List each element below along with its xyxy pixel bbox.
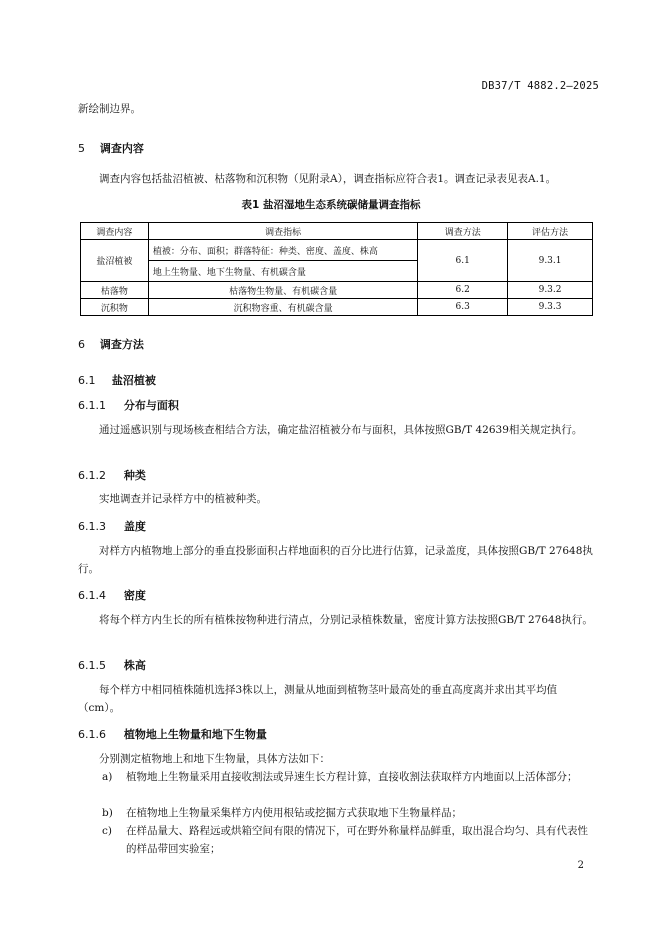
- section-title: 植物地上生物量和地下生物量: [123, 728, 267, 741]
- section-6-1-4-heading: [78, 587, 146, 603]
- section-number: 6.1.3: [78, 520, 106, 533]
- section-number: 6.1.2: [78, 469, 106, 482]
- list-item-label: a): [102, 771, 113, 783]
- table-row: [81, 299, 593, 316]
- table-header-cell: 调查方法: [418, 223, 508, 240]
- section-title: 株高: [123, 659, 146, 672]
- table-cell-method: 6.1: [418, 240, 508, 282]
- list-item-text: 在植物地上生物量采集样方内使用根钻或挖掘方式获取地下生物量样品；: [126, 807, 462, 819]
- section-6-1-6-paragraph: 分别测定植物地上和地下生物量，具体方法如下：: [99, 753, 330, 765]
- section-title: 分布与面积: [123, 399, 179, 412]
- section-6-1-6-heading: [78, 726, 267, 742]
- table-header-cell: 调查指标: [148, 223, 417, 240]
- list-item: [78, 768, 598, 786]
- section-6-1-heading: [78, 372, 156, 388]
- list-item-label: b): [102, 807, 113, 819]
- table-cell-content: 盐沼植被: [81, 240, 149, 282]
- section-6-1-1-paragraph: 通过遥感识别与现场核查相结合方法，确定盐沼植被分布与面积，具体按照GB/T 42639相关规定执行。: [99, 424, 583, 436]
- section-title: 盐沼植被: [111, 374, 156, 387]
- table-cell-indicator: 地上生物量、地下生物量、有机碳含量: [148, 261, 417, 282]
- section-number: 6.1.1: [78, 399, 106, 412]
- section-number: 6: [78, 338, 85, 351]
- section-number: 6.1: [78, 374, 96, 387]
- section-number: 6.1.6: [78, 728, 106, 741]
- section-number: 6.1.5: [78, 659, 106, 672]
- table-1-caption: 表1 盐沼湿地生态系统碳储量调查指标: [241, 199, 421, 211]
- table-cell-assessment: 9.3.2: [508, 282, 593, 299]
- list-item-text: 植物地上生物量采用直接收割法或异速生长方程计算，直接收割法获取样方内地面以上活体部分；: [126, 771, 578, 783]
- section-6-1-3-heading: [78, 518, 146, 534]
- section-6-1-5-heading: [78, 657, 146, 673]
- table-cell-indicator: 枯落物生物量、有机碳含量: [148, 282, 417, 299]
- table-header-cell: 评估方法: [508, 223, 593, 240]
- section-6-1-2-paragraph: 实地调查并记录样方中的植被种类。: [99, 493, 267, 505]
- section-6-1-2-heading: [78, 467, 146, 483]
- section-title: 盖度: [123, 520, 146, 533]
- page-number: 2: [577, 860, 584, 871]
- table-cell-content: 枯落物: [81, 282, 149, 299]
- section-title: 调查方法: [99, 338, 144, 351]
- section-title: 种类: [123, 469, 146, 482]
- intro-tail-text: 新绘制边界。: [78, 103, 141, 115]
- section-6-heading: [78, 336, 144, 352]
- section-title: 密度: [123, 589, 146, 602]
- list-item-label: c): [102, 825, 112, 837]
- table-cell-assessment: 9.3.3: [508, 299, 593, 316]
- table-header-row: [81, 223, 593, 240]
- section-title: 调查内容: [99, 142, 144, 155]
- table-cell-method: 6.3: [418, 299, 508, 316]
- section-6-1-5-paragraph: 每个样方中相同植株随机选择3株以上，测量从地面到植物茎叶最高处的垂直高度离并求出其平均值（cm）。: [78, 684, 558, 714]
- survey-indicator-table: [80, 222, 593, 316]
- section-6-1-3-paragraph: 对样方内植物地上部分的垂直投影面积占样地面积的百分比进行估算，记录盖度，具体按照GB/T 27648执行。: [78, 545, 593, 575]
- section-number: 5: [78, 142, 85, 155]
- section-5-paragraph: 调查内容包括盐沼植被、枯落物和沉积物（见附录A），调查指标应符合表1。调查记录表见表A.1。: [99, 173, 557, 185]
- section-6-1-1-heading: [78, 397, 179, 413]
- list-item: [78, 804, 598, 822]
- section-6-1-4-paragraph: 将每个样方内生长的所有植株按物种进行清点，分别记录植株数量，密度计算方法按照GB/T 27648执行。: [99, 614, 593, 626]
- table-cell-indicator: 植被：分布、面积；群落特征：种类、密度、盖度、株高: [148, 240, 417, 261]
- section-number: 6.1.4: [78, 589, 106, 602]
- list-item: [78, 822, 598, 858]
- table-cell-method: 6.2: [418, 282, 508, 299]
- table-cell-indicator: 沉积物容重、有机碳含量: [148, 299, 417, 316]
- section-5-heading: [78, 140, 144, 156]
- list-item-text: 在样品量大、路程远或烘箱空间有限的情况下，可在野外称量样品鲜重，取出混合均匀、具有代表性的样品带回实验室；: [126, 825, 588, 855]
- table-row: [81, 282, 593, 299]
- table-header-cell: 调查内容: [81, 223, 149, 240]
- document-code-header: DB37/T 4882.2—2025: [481, 80, 599, 92]
- table-row: [81, 240, 593, 261]
- table-cell-content: 沉积物: [81, 299, 149, 316]
- table-cell-assessment: 9.3.1: [508, 240, 593, 282]
